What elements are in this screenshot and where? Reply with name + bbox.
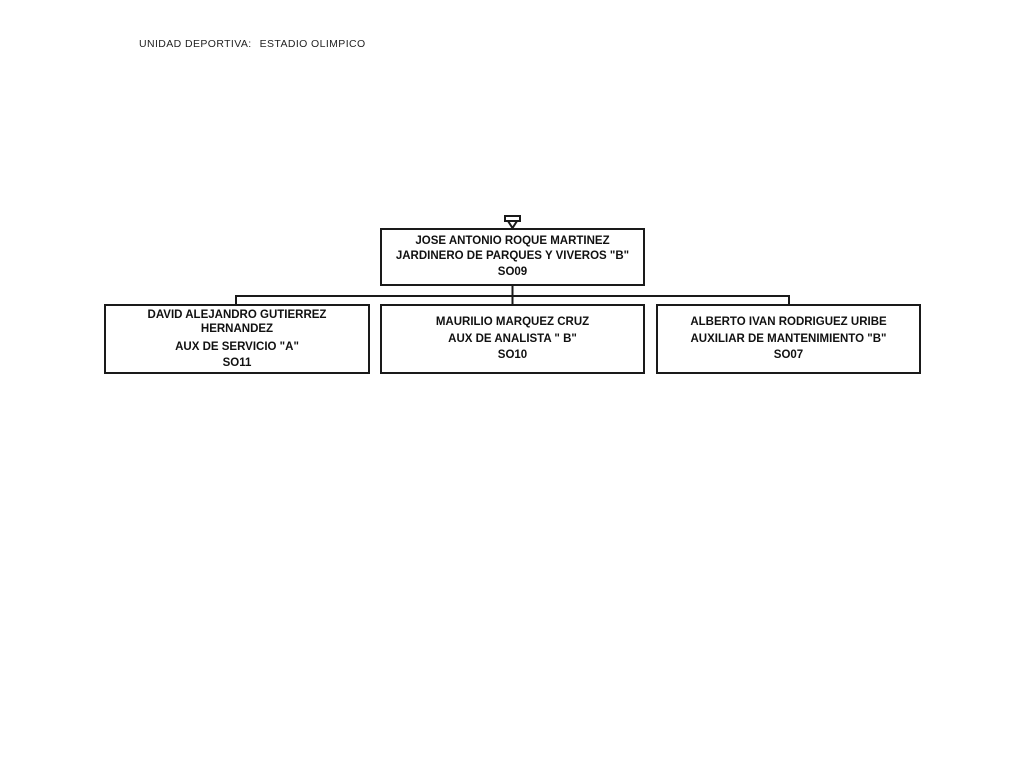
org-node-child-2 <box>380 304 645 374</box>
org-node-root <box>380 228 645 286</box>
header-value: ESTADIO OLIMPICO <box>259 38 366 50</box>
org-node-child-3 <box>656 304 921 374</box>
org-node-child-1 <box>104 304 370 374</box>
node-code: SO09 <box>497 266 528 278</box>
node-code: SO10 <box>497 349 528 361</box>
node-position: AUX DE ANALISTA " B" <box>448 333 577 345</box>
node-name: ALBERTO IVAN RODRIGUEZ URIBE <box>690 316 887 328</box>
node-position: AUX DE SERVICIO "A" <box>175 340 299 353</box>
root-marker-icon <box>505 216 520 228</box>
node-name: DAVID ALEJANDRO GUTIERREZ HERNANDEZ <box>147 308 327 335</box>
node-code: SO07 <box>773 349 804 361</box>
node-position: JARDINERO DE PARQUES Y VIVEROS "B" <box>395 250 630 262</box>
header-label: UNIDAD DEPORTIVA: <box>139 38 252 50</box>
node-name: MAURILIO MARQUEZ CRUZ <box>435 316 590 328</box>
node-name: JOSE ANTONIO ROQUE MARTINEZ <box>415 235 610 247</box>
node-code: SO11 <box>222 356 252 369</box>
node-position: AUXILIAR DE MANTENIMIENTO "B" <box>690 333 887 345</box>
